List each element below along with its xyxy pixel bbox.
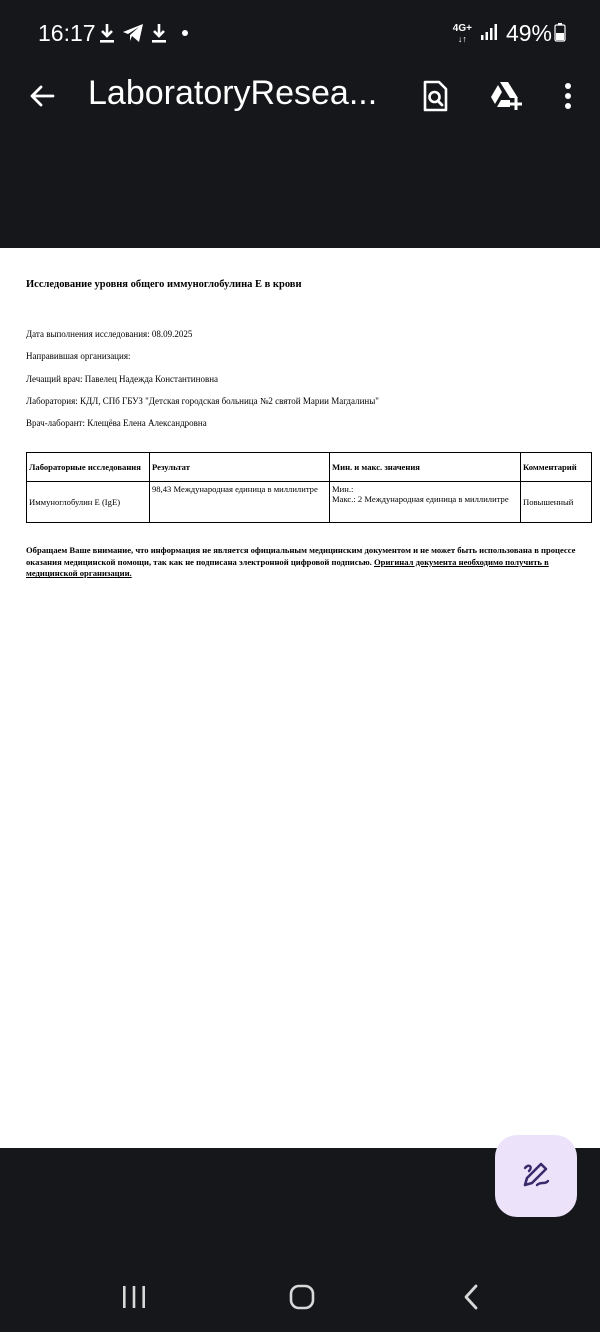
system-nav-bar	[0, 1262, 600, 1332]
add-to-drive-icon[interactable]	[486, 76, 526, 116]
network-type: 4G+	[452, 22, 472, 34]
app-bar	[0, 68, 600, 128]
disclaimer-notice	[26, 545, 586, 580]
meta-lab-technician: Врач-лаборант: Клещёва Елена Александровна	[26, 418, 207, 428]
table-row	[27, 482, 592, 523]
battery-percent: 49%	[505, 20, 552, 46]
download-icon	[98, 22, 116, 44]
meta-laboratory: Лаборатория: КДЛ, СПб ГБУЗ "Детская городская больница №2 святой Марии Магдалины"	[26, 396, 379, 406]
column-header: Результат	[150, 453, 330, 482]
test-name-cell: Иммуноглобулин Е (IgE)	[27, 482, 150, 523]
edit-pen-icon	[521, 1159, 551, 1193]
back-arrow-icon[interactable]	[24, 78, 60, 114]
column-header: Комментарий	[521, 453, 592, 482]
more-vert-icon[interactable]	[548, 76, 588, 116]
status-time: 16:17	[38, 20, 96, 46]
reference-max: Макс.: 2 Международная единица в миллилитре	[332, 494, 509, 504]
home-icon[interactable]	[282, 1282, 322, 1312]
network-indicator: 4G+ ↓↑	[452, 22, 472, 44]
status-notification-icons	[98, 22, 188, 44]
result-cell: 98,43 Международная единица в миллилитре	[150, 482, 330, 523]
back-icon[interactable]	[451, 1282, 491, 1312]
edit-fab-button[interactable]	[495, 1135, 577, 1217]
column-header: Мин. и макс. значения	[330, 453, 521, 482]
column-header: Лабораторные исследования	[27, 453, 150, 482]
signal-icon	[480, 23, 498, 45]
disclaimer-underlined: Оригинал документа необходимо получить в медицинской организации.	[26, 556, 549, 578]
document-page[interactable]	[0, 248, 600, 1148]
report-title: Исследование уровня общего иммуноглобулина Е в крови	[26, 279, 302, 290]
search-document-icon[interactable]	[415, 76, 455, 116]
meta-organization: Направившая организация:	[26, 351, 131, 361]
comment-cell: Повышенный	[521, 482, 592, 523]
status-bar	[0, 0, 600, 68]
battery-icon	[554, 22, 566, 46]
dot-icon	[182, 30, 188, 36]
telegram-icon	[122, 23, 144, 43]
status-system-icons	[453, 20, 566, 47]
download-icon	[150, 22, 168, 44]
disclaimer-text: Обращаем Ваше внимание, что информация не является официальным медицинским документом и не может быть использована в процессе оказания медицинской помощи, так как не подписана электронной цифровой подписью.	[26, 545, 576, 567]
document-title: LaboratoryResea...	[88, 74, 378, 112]
reference-range-cell	[330, 482, 521, 523]
meta-date: Дата выполнения исследования: 08.09.2025	[26, 329, 193, 339]
meta-doctor: Лечащий врач: Павелец Надежда Константиновна	[26, 374, 219, 384]
reference-min: Мин.:	[332, 484, 354, 494]
results-table	[26, 452, 592, 523]
table-header-row	[27, 453, 592, 482]
recent-apps-icon[interactable]	[114, 1282, 154, 1312]
